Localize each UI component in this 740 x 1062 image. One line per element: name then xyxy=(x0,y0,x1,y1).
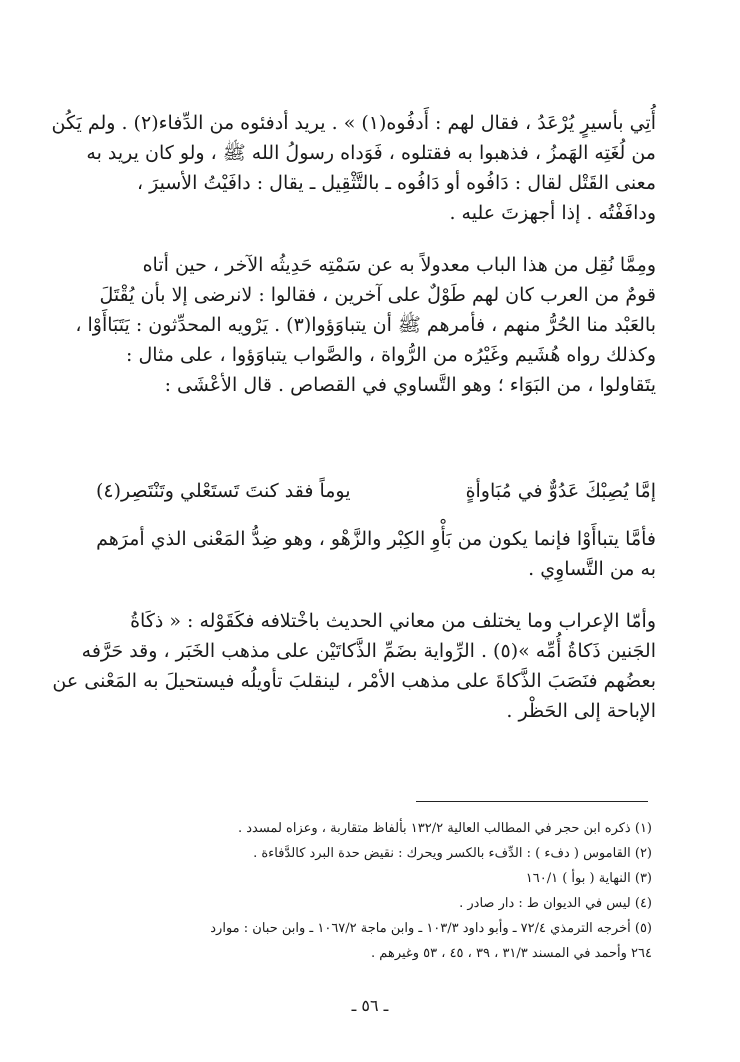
page-number: ـ ٥٦ ـ xyxy=(351,996,389,1015)
text-line: الإباحة إلى الحَظْر . xyxy=(506,700,656,722)
footnote-divider xyxy=(416,801,648,802)
text-line: ودافَفْتُه . إذا أجهزتَ عليه . xyxy=(449,202,656,224)
verse-second-hemistich: يوماً فقد كنتَ تَستَعْلي وتَنْتَصِر(٤) xyxy=(96,480,351,502)
text-line: وأمّا الإعراب وما يختلف من معاني الحديث باخْتلافه فكَقَوْله : « ذكَاةُ xyxy=(130,610,656,632)
text-line: وكذلك رواه هُشَيم وغَيْرُه من الرُّواة ، والصَّواب يتباوَؤوا ، على مثال : xyxy=(126,344,656,366)
main-text xyxy=(51,108,656,400)
poetry-verse xyxy=(96,474,656,508)
footnote: (٣) النهاية ( بوأ ) ١٦٠/١ xyxy=(525,871,652,886)
text-line: بعضُهم فنَصَبَ الذَّكاةَ على مذهب الأمْر ، لينقلبَ تأويلُه فيستحيلَ به المَعْنى عن xyxy=(52,670,656,692)
footnote: (١) ذكره ابن حجر في المطالب العالية ١٣٢/٢ بألفاظ متقاربة ، وعزاه لمسدد . xyxy=(237,821,652,836)
text-line: بالعَبْد منا الحُرُّ منهم ، فأمرهم ﷺ أن يتباوَؤوا(٣) . يَرْويه المحدِّثون : يَتَبَاأَوْا ، xyxy=(75,314,656,336)
footnote: (٢) القاموس ( دفء ) : الدِّفء بالكسر ويحرك : نقيض حدة البرد كالدَّفاءة . xyxy=(253,846,652,861)
text-line: ومِمَّا نُقِل من هذا الباب معدولاً به عن سَمْتِه حَدِيثُه الآخر ، حين أتاه xyxy=(142,254,656,276)
text-line: به من التَّساوِي . xyxy=(528,558,656,580)
paragraph-3 xyxy=(96,524,656,584)
text-line: من لُغَتِه الهَمزُ ، فذهبوا به فقتلوه ، فَوَداه رسولُ الله ﷺ ، ولو كان يريد به xyxy=(86,142,656,164)
paragraph-4 xyxy=(52,606,656,726)
footnote: (٥) أخرجه الترمذي ٧٢/٤ ـ وأبو داود ١٠٣/٣ ـ وابن ماجة ١٠٦٧/٢ ـ وابن حبان : موارد xyxy=(210,921,652,936)
footnotes xyxy=(102,816,652,966)
footnote-continued: ٢٦٤ وأحمد في المسند ٣١/٣ ، ٣٩ ، ٤٥ ، ٥٣ وغيرهم . xyxy=(371,946,652,961)
footnote: (٤) ليس في الديوان ط : دار صادر . xyxy=(459,896,652,911)
paragraph-2 xyxy=(75,250,656,400)
text-line: فأمَّا يتباأَوْا فإنما يكون من بَأْوِ الكِبْر والزَّهْو ، وهو ضِدُّ المَعْنى الذي أمرَهم xyxy=(96,528,656,550)
main-text-continued xyxy=(52,524,656,726)
text-line: معنى القَتْل لقال : دَافُوه أو دَافُوه ـ بالتَّثْقِيل ـ يقال : دافَيْتُ الأسيرَ ، xyxy=(137,172,656,194)
text-line: الجَنين ذَكاةُ أُمِّه »(٥) . الرِّواية بضَمِّ الذَّكاتَيْن على مذهب الخَبَر ، وقد حَرَّفه xyxy=(81,640,656,662)
text-line: يتَقاولوا ، من البَوَاء ؛ وهو التَّساوي في القصاص . قال الأعْشَى : xyxy=(164,374,656,396)
paragraph-1 xyxy=(51,108,656,228)
verse-first-hemistich: إمَّا يُصِبْكَ عَدُوٌّ في مُبَاوأةٍ xyxy=(465,480,656,502)
text-line: أُتِي بأسيرٍ يُرْعَدُ ، فقال لهم : أَدفُوه(١) » . يريد أدفئوه من الدِّفاء(٢) . ولم يَكُن xyxy=(51,112,656,134)
text-line: قومٌ من العرب كان لهم طَوْلٌ على آخرين ، فقالوا : لانرضى إلا بأن يُقْتَلَ xyxy=(99,284,656,306)
